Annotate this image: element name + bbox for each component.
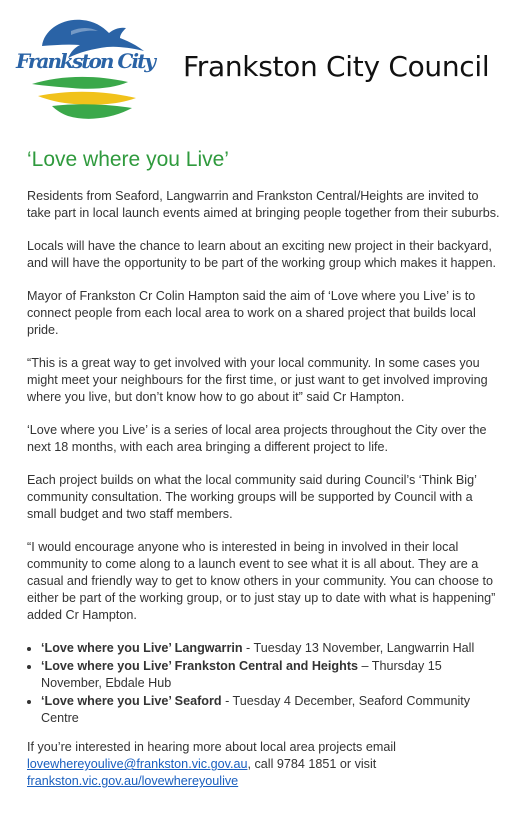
article-paragraph: “I would encourage anyone who is interested in being in involved in their local community to come along to a launch event to see what it is all about. They are a casual and friendly way to get to know others in your community. You can choose to either be part of the working group, or to just stay up to date with what is happening” added Cr Hampton.: [27, 540, 496, 622]
event-item-seaford: [41, 693, 505, 727]
logo-wave-green-lower: [52, 104, 132, 119]
event-name: ‘Love where you Live’ Frankston Central and Heights: [41, 659, 359, 673]
article: [27, 146, 505, 806]
article-paragraph: ‘Love where you Live’ is a series of local area projects throughout the City over the next 18 months, with each area bringing a different project to life.: [27, 423, 487, 454]
frankston-city-logo: [10, 8, 162, 126]
article-paragraph: Residents from Seaford, Langwarrin and Frankston Central/Heights are invited to take part in local launch events aimed at bringing people together from their suburbs.: [27, 189, 500, 220]
council-name: Frankston City Council: [183, 50, 490, 83]
event-name: ‘Love where you Live’ Seaford: [41, 694, 222, 708]
contact-middle: , call 9784 1851 or visit: [247, 757, 377, 771]
event-item-langwarrin: [41, 640, 505, 657]
logo-wave-green: [32, 77, 128, 89]
website-link[interactable]: frankston.vic.gov.au/lovewhereyoulive: [27, 774, 239, 788]
article-title: ‘Love where you Live’: [27, 148, 229, 171]
logo-text: Frankston City: [16, 49, 156, 73]
contact-intro: If you’re interested in hearing more about local area projects email: [27, 740, 396, 754]
event-list: [27, 640, 505, 727]
event-detail: - Tuesday 4 December, Seaford Community Centre: [41, 694, 471, 725]
article-paragraph: Each project builds on what the local community said during Council’s ‘Think Big’ community consultation. The working groups will be supported by Council with a small budget and two staff members.: [27, 473, 477, 521]
email-link[interactable]: lovewhereyoulive@frankston.vic.gov.au: [27, 757, 248, 771]
contact-paragraph: [27, 739, 505, 790]
header: [0, 0, 522, 130]
event-detail: - Tuesday 13 November, Langwarrin Hall: [242, 641, 475, 655]
article-paragraph: “This is a great way to get involved with your local community. In some cases you might meet your neighbours for the first time, or just want to get involved improving where you live, but don’t know how to go about it” said Cr Hampton.: [27, 356, 488, 404]
event-detail: – Thursday 15 November, Ebdale Hub: [41, 659, 442, 690]
article-paragraph: Mayor of Frankston Cr Colin Hampton said the aim of ‘Love where you Live’ is to connect people from each local area to work on a shared project that builds local pride.: [27, 289, 476, 337]
event-item-frankston-central: [41, 658, 505, 692]
article-paragraph: Locals will have the chance to learn about an exciting new project in their backyard, and will have the opportunity to be part of the working group which makes it happen.: [27, 239, 497, 270]
logo-wave-yellow: [38, 92, 136, 105]
event-name: ‘Love where you Live’ Langwarrin: [41, 641, 243, 655]
